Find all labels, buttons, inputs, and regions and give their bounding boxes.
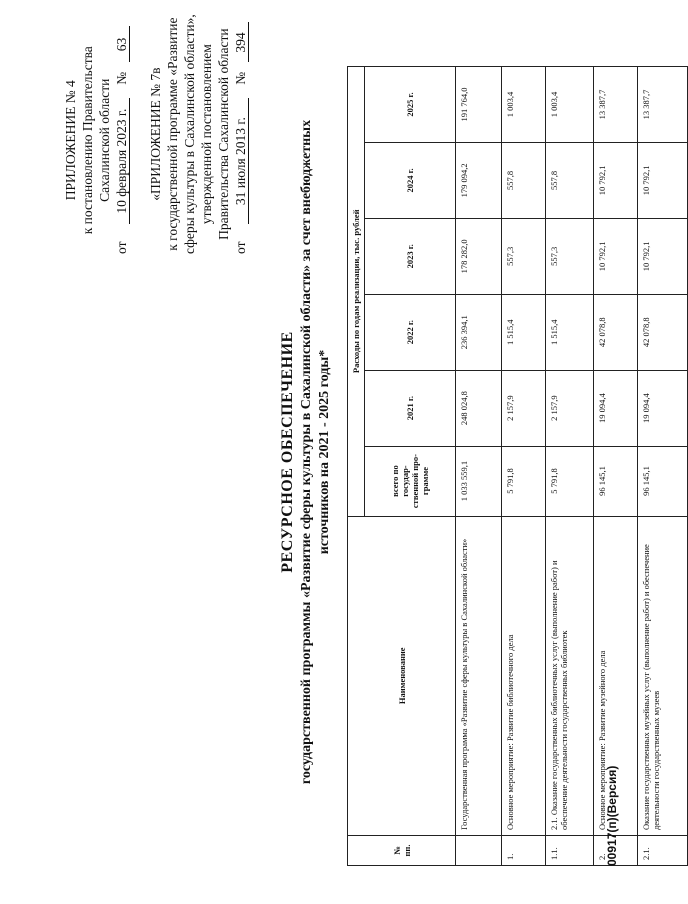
cell-2023: 10 792,1: [638, 218, 688, 294]
version-stamp: 00917(п)(Версия): [605, 765, 619, 866]
cell-total: 5 791,8: [546, 446, 594, 516]
cell-no: 2.: [594, 836, 638, 866]
appendix-date: 10 февраля 2023 г.: [114, 98, 130, 224]
header-total: всего по государ-ственной про-грамме: [365, 446, 456, 516]
document-subtitle: источников на 2021 - 2025 годы*: [317, 349, 332, 555]
cell-name: Основное мероприятие: Развитие библиотечного дела: [502, 516, 546, 836]
cell-name: 2.1. Оказание государственных библиотечных услуг (выполнение работ) и обеспечение деятельности государственных библиотек: [546, 516, 594, 836]
prior-appendix-line: утвержденной постановлением: [199, 44, 214, 225]
cell-name: Государственная программа «Развитие сферы культуры в Сахалинской области»: [456, 516, 502, 836]
cell-2021: 19 094,4: [594, 370, 638, 446]
table-row: [502, 67, 546, 866]
cell-no: 2.1.: [638, 836, 688, 866]
appendix-title: ПРИЛОЖЕНИЕ № 4: [63, 80, 78, 201]
prior-appendix-block: [147, 14, 249, 254]
document-title: РЕСУРСНОЕ ОБЕСПЕЧЕНИЕ: [279, 331, 296, 573]
header-year: 2024 г.: [365, 142, 456, 218]
cell-total: 96 145,1: [594, 446, 638, 516]
document-subtitle: государственной программы «Развитие сферы культуры в Сахалинской области» за счет внебюджетных: [299, 119, 314, 785]
from-label: от: [233, 241, 248, 254]
prior-appendix-date: 31 июля 2013 г.: [233, 98, 249, 224]
header-year: 2023 г.: [365, 218, 456, 294]
cell-2023: 178 282,0: [456, 218, 502, 294]
appendix-line: Сахалинской области: [97, 78, 112, 202]
number-label: №: [233, 71, 248, 85]
header-name: Наименование: [348, 516, 456, 836]
prior-appendix-line: к государственной программе «Развитие: [165, 17, 180, 251]
header-expenses: Расходы по годам реализации, тыс. рублей: [348, 67, 365, 517]
table-row: [638, 67, 688, 866]
table-row: [546, 67, 594, 866]
table-row: [594, 67, 638, 866]
appendix-line: к постановлению Правительства: [80, 46, 95, 235]
prior-appendix-title: «ПРИЛОЖЕНИЕ № 7в: [148, 67, 163, 201]
cell-total: 96 145,1: [638, 446, 688, 516]
cell-2024: 179 094,2: [456, 142, 502, 218]
cell-2021: 248 024,8: [456, 370, 502, 446]
prior-appendix-line: Правительства Сахалинской области: [216, 28, 231, 240]
cell-2025: 13 387,7: [638, 67, 688, 143]
cell-2021: 2 157,9: [546, 370, 594, 446]
number-label: №: [114, 71, 129, 85]
header-year: 2025 г.: [365, 67, 456, 143]
cell-2023: 557,3: [502, 218, 546, 294]
cell-no: 1.: [502, 836, 546, 866]
cell-2025: 13 387,7: [594, 67, 638, 143]
table-header-row: [348, 67, 365, 866]
cell-2023: 557,3: [546, 218, 594, 294]
appendix-number: 63: [114, 27, 130, 63]
cell-2025: 1 003,4: [546, 67, 594, 143]
prior-appendix-number: 394: [233, 23, 249, 63]
prior-appendix-date-row: [232, 14, 249, 254]
cell-2022: 1 515,4: [546, 294, 594, 370]
cell-2022: 1 515,4: [502, 294, 546, 370]
cell-2021: 2 157,9: [502, 370, 546, 446]
appendix-block: [62, 27, 130, 255]
cell-2024: 10 792,1: [594, 142, 638, 218]
cell-no: [456, 836, 502, 866]
appendix-date-row: [113, 27, 130, 255]
cell-name: Основное мероприятие: Развитие музейного дела: [594, 516, 638, 836]
cell-2024: 557,8: [502, 142, 546, 218]
cell-2025: 1 003,4: [502, 67, 546, 143]
cell-2024: 557,8: [546, 142, 594, 218]
prior-appendix-line: сферы культуры в Сахалинской области»,: [182, 14, 197, 254]
header-no: № пп.: [348, 836, 456, 866]
cell-name: Оказание государственных музейных услуг (выполнение работ) и обеспечение деятельности государственных музеев: [638, 516, 688, 836]
table-row: [456, 67, 502, 866]
header-year: 2021 г.: [365, 370, 456, 446]
cell-no: 1.1.: [546, 836, 594, 866]
resource-table: [347, 66, 688, 866]
cell-total: 1 033 559,1: [456, 446, 502, 516]
from-label: от: [114, 241, 129, 254]
cell-2022: 236 394,1: [456, 294, 502, 370]
cell-2022: 42 078,8: [638, 294, 688, 370]
cell-2021: 19 094,4: [638, 370, 688, 446]
document-title-block: [278, 0, 334, 904]
cell-total: 5 791,8: [502, 446, 546, 516]
header-year: 2022 г.: [365, 294, 456, 370]
cell-2024: 10 792,1: [638, 142, 688, 218]
cell-2022: 42 078,8: [594, 294, 638, 370]
cell-2023: 10 792,1: [594, 218, 638, 294]
cell-2025: 191 764,0: [456, 67, 502, 143]
